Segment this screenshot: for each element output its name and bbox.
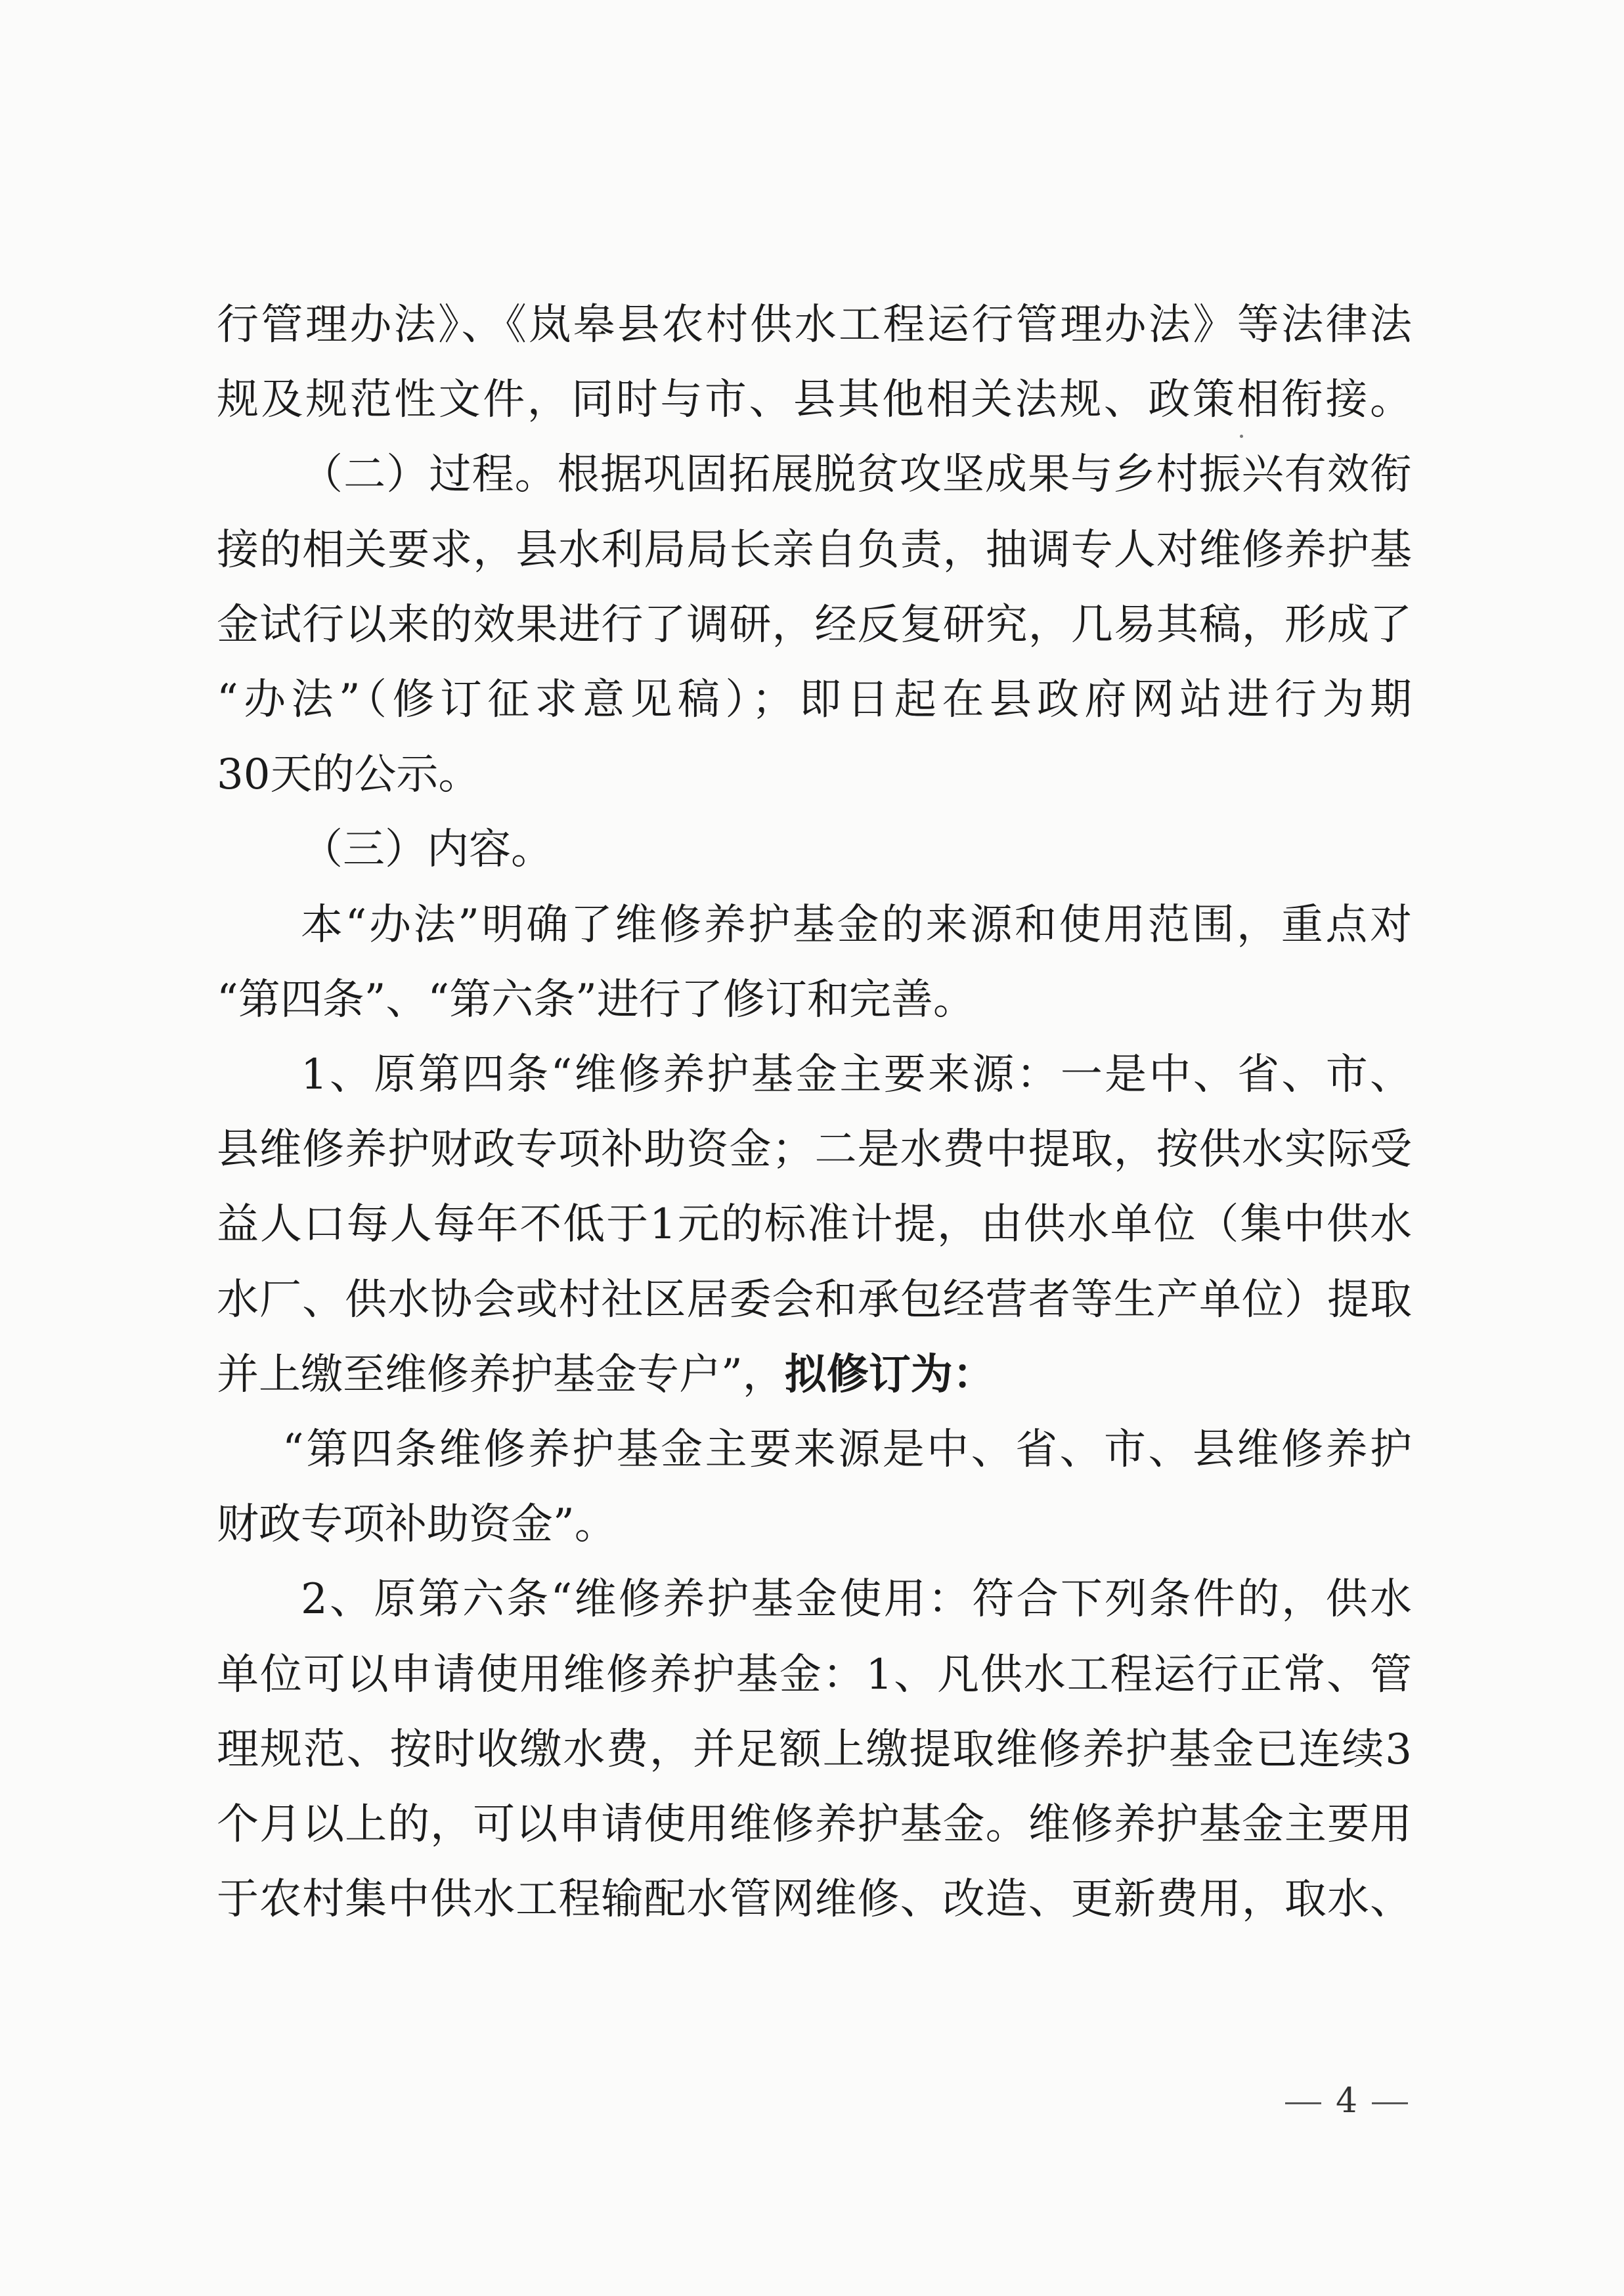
- text-line-17: 财政专项补助资金”。: [217, 1500, 617, 1549]
- page-number-value: 4: [1336, 2081, 1358, 2121]
- page-number-dash-left: [1285, 2102, 1321, 2104]
- text-line-2: 规及规范性文件，同时与市、县其他相关法规、政策相衔接。: [217, 376, 1412, 424]
- text-line-11: 1、原第四条“维修养护基金主要来源：一是中、省、市、: [301, 1051, 1412, 1099]
- text-line-3: （二）过程。根据巩固拓展脱贫攻坚成果与乡村振兴有效衔: [301, 450, 1412, 499]
- text-line-7: 30天的公示。: [217, 750, 481, 799]
- text-line-14: 水厂、供水协会或村社区居委会和承包经营者等生产单位）提取: [217, 1276, 1412, 1324]
- text-line-10: “第四条”、“第六条”进行了修订和完善。: [217, 976, 975, 1024]
- text-line-19: 单位可以申请使用维修养护基金：1、凡供水工程运行正常、管: [217, 1651, 1412, 1699]
- text-line-13: 益人口每人每年不低于1元的标准计提，由供水单位（集中供水: [217, 1200, 1412, 1249]
- text-line-21: 个月以上的，可以申请使用维修养护基金。维修养护基金主要用: [217, 1800, 1412, 1849]
- text-line-1: 行管理办法》、《岚皋县农村供水工程运行管理办法》等法律法: [217, 301, 1412, 349]
- page-number: [1271, 2078, 1422, 2124]
- text-line-9: 本“办法”明确了维修养护基金的来源和使用范围，重点对: [301, 901, 1412, 949]
- text-line-15-plain: 并上缴至维修养护基金专户”，: [217, 1351, 785, 1399]
- text-line-6: “办法”（修订征求意见稿）；即日起在县政府网站进行为期: [217, 676, 1412, 724]
- text-line-4: 接的相关要求，县水利局局长亲自负责，抽调专人对维修养护基: [217, 526, 1412, 574]
- page-number-dash-right: [1372, 2102, 1408, 2104]
- text-line-15-bold: 拟修订为：: [784, 1350, 995, 1399]
- text-line-16: “第四条维修养护基金主要来源是中、省、市、县维修养护: [282, 1425, 1412, 1474]
- text-line-18: 2、原第六条“维修养护基金使用：符合下列条件的，供水: [301, 1575, 1412, 1624]
- text-line-5: 金试行以来的效果进行了调研，经反复研究，几易其稿，形成了: [217, 601, 1412, 649]
- text-line-12: 县维修养护财政专项补助资金；二是水费中提取，按供水实际受: [217, 1125, 1412, 1174]
- text-line-20: 理规范、按时收缴水费，并足额上缴提取维修养护基金已连续3: [217, 1725, 1412, 1774]
- text-line-22: 于农村集中供水工程输配水管网维修、改造、更新费用，取水、: [217, 1875, 1412, 1924]
- text-line-8: （三）内容。: [301, 825, 553, 874]
